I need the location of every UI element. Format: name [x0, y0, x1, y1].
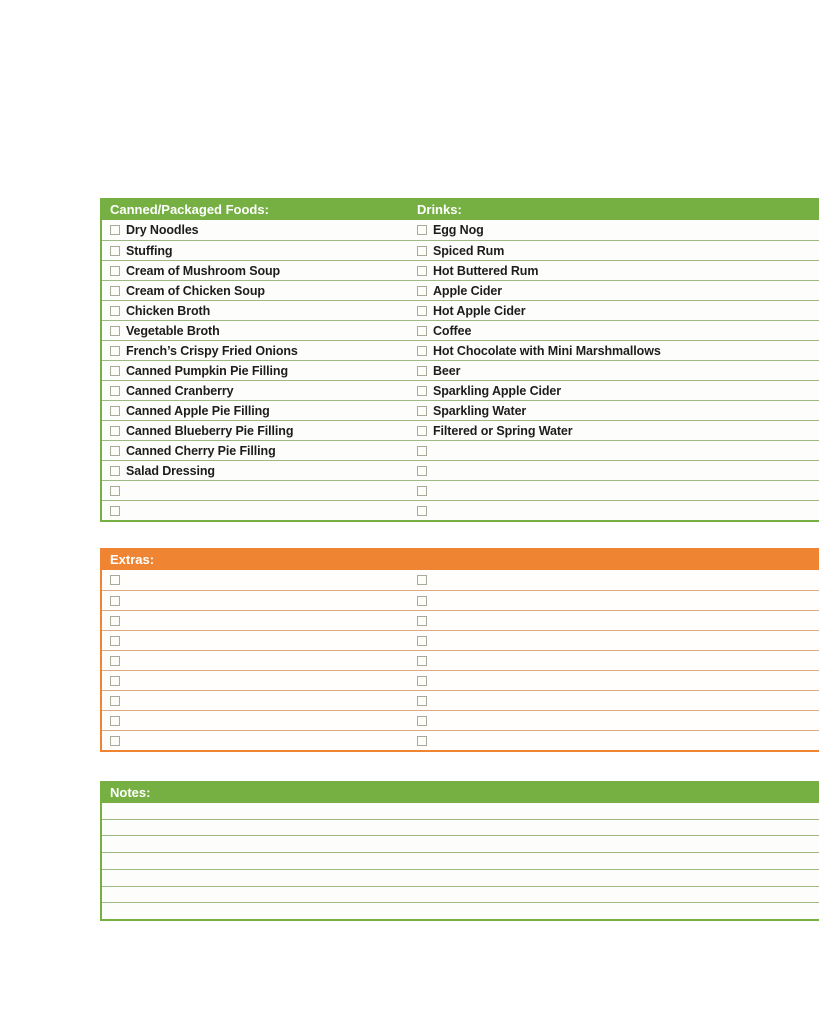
checkbox[interactable] — [110, 326, 120, 336]
checklist-row — [102, 240, 819, 260]
checklist-cell — [110, 381, 233, 400]
item-label: Egg Nog — [433, 223, 484, 237]
checklist-cell — [110, 731, 126, 750]
checklist-cell — [110, 711, 126, 730]
checkbox[interactable] — [417, 656, 427, 666]
checklist-cell — [110, 691, 126, 710]
checklist-cell — [417, 341, 661, 360]
notes-section — [100, 781, 819, 921]
checkbox[interactable] — [110, 286, 120, 296]
checklist-row — [102, 400, 819, 420]
checkbox[interactable] — [110, 575, 120, 585]
checklist-cell — [417, 421, 573, 440]
checklist-cell — [110, 461, 215, 480]
extras-row — [102, 710, 819, 730]
checklist-cell — [110, 341, 298, 360]
checklist-row — [102, 300, 819, 320]
grocery-section-header — [102, 200, 819, 220]
notes-section-header — [102, 783, 819, 803]
item-label: Salad Dressing — [126, 463, 215, 478]
checkbox[interactable] — [417, 736, 427, 746]
checkbox[interactable] — [417, 346, 427, 356]
checkbox[interactable] — [110, 676, 120, 686]
checkbox[interactable] — [417, 426, 427, 436]
checklist-cell — [110, 220, 199, 240]
checklist-cell — [417, 711, 433, 730]
checklist-cell — [110, 321, 220, 340]
item-label: Hot Buttered Rum — [433, 263, 539, 278]
checklist-cell — [110, 651, 126, 670]
checklist-cell — [110, 631, 126, 650]
item-label: Chicken Broth — [126, 303, 211, 318]
grocery-rows — [102, 220, 819, 520]
checklist-cell — [417, 441, 433, 460]
checklist-cell — [417, 631, 433, 650]
checklist-cell — [110, 301, 210, 320]
checklist-cell — [417, 281, 502, 300]
checklist-cell — [417, 461, 433, 480]
canned-packaged-foods-header: Canned/Packaged Foods: — [110, 202, 269, 217]
extras-row — [102, 630, 819, 650]
notes-header: Notes: — [110, 785, 151, 800]
checkbox[interactable] — [417, 266, 427, 276]
checkbox[interactable] — [110, 225, 120, 235]
checklist-cell — [110, 241, 172, 260]
checkbox[interactable] — [417, 406, 427, 416]
checkbox[interactable] — [417, 616, 427, 626]
item-label: Canned Blueberry Pie Filling — [126, 423, 294, 438]
checkbox[interactable] — [417, 386, 427, 396]
checklist-row — [102, 360, 819, 380]
checkbox[interactable] — [110, 406, 120, 416]
checklist-cell — [110, 281, 265, 300]
checkbox[interactable] — [110, 486, 120, 496]
item-label: Spiced Rum — [433, 243, 505, 258]
note-line — [102, 886, 819, 903]
checkbox[interactable] — [110, 736, 120, 746]
checkbox[interactable] — [110, 346, 120, 356]
item-label: Canned Apple Pie Filling — [126, 403, 270, 418]
checklist-cell — [110, 441, 276, 460]
checkbox[interactable] — [417, 506, 427, 516]
checkbox[interactable] — [417, 716, 427, 726]
checklist-cell — [110, 501, 126, 520]
checkbox[interactable] — [417, 636, 427, 646]
item-label: Sparkling Apple Cider — [433, 383, 562, 398]
item-label: Filtered or Spring Water — [433, 423, 573, 438]
checklist-cell — [417, 321, 471, 340]
canned-foods-and-drinks-section — [100, 198, 819, 522]
drinks-header: Drinks: — [417, 202, 462, 217]
checkbox[interactable] — [417, 366, 427, 376]
checkbox[interactable] — [110, 426, 120, 436]
checkbox[interactable] — [417, 326, 427, 336]
checkbox[interactable] — [417, 225, 427, 235]
checklist-cell — [110, 361, 288, 380]
checklist-row — [102, 440, 819, 460]
item-label: French’s Crispy Fried Onions — [126, 343, 298, 358]
checkbox[interactable] — [110, 266, 120, 276]
checklist-row — [102, 280, 819, 300]
checkbox[interactable] — [110, 306, 120, 316]
item-label: Vegetable Broth — [126, 323, 220, 338]
checklist-cell — [417, 401, 526, 420]
checklist-row — [102, 220, 819, 240]
checkbox[interactable] — [110, 616, 120, 626]
checklist-cell — [417, 261, 538, 280]
extras-row — [102, 590, 819, 610]
extras-row — [102, 650, 819, 670]
extras-header: Extras: — [110, 552, 155, 567]
checklist-cell — [110, 591, 126, 610]
checklist-cell — [110, 261, 280, 280]
checklist-cell — [417, 481, 433, 500]
note-line — [102, 819, 819, 836]
note-line — [102, 869, 819, 886]
item-label: Apple Cider — [433, 283, 503, 298]
extras-row — [102, 610, 819, 630]
checklist-cell — [417, 651, 433, 670]
checkbox[interactable] — [110, 636, 120, 646]
checklist-cell — [110, 611, 126, 630]
checklist-cell — [417, 361, 460, 380]
item-label: Cream of Mushroom Soup — [126, 263, 281, 278]
checkbox[interactable] — [417, 306, 427, 316]
checklist-row — [102, 340, 819, 360]
checkbox[interactable] — [110, 366, 120, 376]
item-label: Sparkling Water — [433, 403, 527, 418]
checklist-cell — [110, 481, 126, 500]
checklist-cell — [417, 220, 484, 240]
checkbox[interactable] — [417, 696, 427, 706]
checklist-row — [102, 500, 819, 520]
checklist-cell — [110, 421, 293, 440]
checkbox[interactable] — [110, 506, 120, 516]
checklist-cell — [417, 591, 433, 610]
checkbox[interactable] — [417, 286, 427, 296]
checkbox[interactable] — [417, 575, 427, 585]
checkbox[interactable] — [110, 246, 120, 256]
checklist-row — [102, 380, 819, 400]
checklist-cell — [417, 691, 433, 710]
item-label: Dry Noodles — [126, 223, 199, 237]
checklist-cell — [417, 671, 433, 690]
checklist-cell — [110, 671, 126, 690]
note-line — [102, 835, 819, 852]
checkbox[interactable] — [417, 446, 427, 456]
note-line — [102, 803, 819, 819]
checklist-cell — [417, 570, 433, 590]
checklist-row — [102, 460, 819, 480]
item-label: Beer — [433, 363, 461, 378]
checklist-row — [102, 420, 819, 440]
checklist-row — [102, 320, 819, 340]
item-label: Canned Pumpkin Pie Filling — [126, 363, 288, 378]
extras-row — [102, 690, 819, 710]
checklist-cell — [417, 611, 433, 630]
checklist-cell — [110, 570, 126, 590]
note-line — [102, 852, 819, 869]
checkbox[interactable] — [110, 596, 120, 606]
item-label: Coffee — [433, 323, 472, 338]
checklist-row — [102, 480, 819, 500]
checkbox[interactable] — [417, 676, 427, 686]
checklist-cell — [417, 501, 433, 520]
checkbox[interactable] — [110, 386, 120, 396]
checklist-row — [102, 260, 819, 280]
extras-row — [102, 670, 819, 690]
checkbox[interactable] — [110, 716, 120, 726]
checkbox[interactable] — [110, 466, 120, 476]
notes-lines — [102, 803, 819, 919]
checklist-cell — [417, 301, 525, 320]
item-label: Canned Cranberry — [126, 383, 234, 398]
checkbox[interactable] — [110, 446, 120, 456]
extras-section-header — [102, 550, 819, 570]
checklist-cell — [110, 401, 270, 420]
checkbox[interactable] — [417, 246, 427, 256]
checklist-cell — [417, 241, 504, 260]
item-label: Stuffing — [126, 243, 173, 258]
checklist-cell — [417, 381, 561, 400]
checkbox[interactable] — [417, 486, 427, 496]
extras-row — [102, 730, 819, 750]
item-label: Cream of Chicken Soup — [126, 283, 265, 298]
checkbox[interactable] — [417, 466, 427, 476]
checkbox[interactable] — [417, 596, 427, 606]
checkbox[interactable] — [110, 656, 120, 666]
extras-rows — [102, 570, 819, 750]
item-label: Hot Apple Cider — [433, 303, 526, 318]
note-line — [102, 902, 819, 919]
checkbox[interactable] — [110, 696, 120, 706]
extras-row — [102, 570, 819, 590]
extras-section — [100, 548, 819, 752]
checklist-cell — [417, 731, 433, 750]
item-label: Canned Cherry Pie Filling — [126, 443, 276, 458]
item-label: Hot Chocolate with Mini Marshmallows — [433, 343, 661, 358]
